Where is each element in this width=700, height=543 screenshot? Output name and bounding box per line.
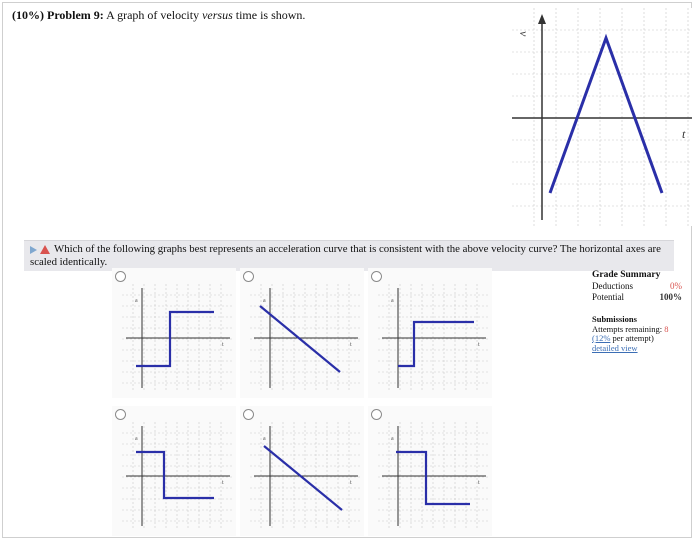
problem-text-before: A graph of velocity	[106, 8, 200, 22]
option-d-curve	[136, 452, 214, 498]
option-a-graph	[122, 284, 232, 392]
problem-text-italic: versus	[202, 8, 233, 22]
option-c-x-label: t	[478, 342, 480, 348]
per-attempt-pct: (12%	[592, 333, 611, 343]
submissions-panel	[592, 315, 692, 353]
grade-summary	[592, 270, 682, 303]
option-f-y-label: a	[391, 436, 394, 442]
option-a-y-label: a	[135, 298, 138, 304]
problem-header	[12, 8, 305, 23]
option-d[interactable]	[112, 406, 236, 536]
option-e-y-label: a	[263, 436, 266, 442]
option-f-radio[interactable]	[371, 409, 382, 420]
option-d-y-label: a	[135, 436, 138, 442]
option-d-x-label: t	[222, 480, 224, 486]
option-c-graph	[378, 284, 488, 392]
velocity-x-label: t	[682, 127, 686, 141]
question-box	[24, 240, 674, 271]
per-attempt-rest: per attempt)	[612, 333, 654, 343]
question-icons	[30, 243, 50, 256]
deductions-row	[592, 281, 682, 292]
grade-summary-title: Grade Summary	[592, 270, 661, 280]
option-c-curve	[398, 322, 474, 366]
problem-text-after: time is shown.	[235, 8, 306, 22]
option-b-x-label: t	[350, 342, 352, 348]
option-e-x-label: t	[350, 480, 352, 486]
option-d-graph	[122, 422, 232, 530]
attempts-label: Attempts remaining:	[592, 323, 663, 334]
expand-icon[interactable]	[30, 246, 37, 254]
option-b-curve	[260, 306, 340, 372]
option-e-radio[interactable]	[243, 409, 254, 420]
deductions-label: Deductions	[592, 281, 633, 291]
question-text: Which of the following graphs best represents an acceleration curve that is consistent with the above velocity curve? The horizontal axes are scaled identically.	[30, 243, 661, 268]
option-d-radio[interactable]	[115, 409, 126, 420]
option-e-curve	[264, 446, 342, 510]
option-f[interactable]	[368, 406, 492, 536]
warning-icon	[40, 245, 50, 254]
potential-label: Potential	[592, 292, 624, 302]
potential-row	[592, 292, 682, 303]
option-b-graph	[250, 284, 360, 392]
option-a[interactable]	[112, 268, 236, 398]
answer-options	[112, 268, 490, 538]
deductions-value: 0%	[670, 281, 682, 291]
option-c[interactable]	[368, 268, 492, 398]
option-a-x-label: t	[222, 342, 224, 348]
attempts-count: 8	[664, 323, 669, 334]
detailed-view-link[interactable]: detailed view	[592, 342, 638, 353]
submissions-title: Submissions	[592, 314, 637, 324]
option-e[interactable]	[240, 406, 364, 536]
option-b-y-label: a	[263, 298, 266, 304]
option-c-y-label: a	[391, 298, 394, 304]
option-a-radio[interactable]	[115, 271, 126, 282]
velocity-y-label: v	[517, 31, 531, 37]
potential-value: 100%	[659, 292, 682, 302]
problem-number: (10%) Problem 9:	[12, 8, 104, 22]
velocity-graph	[512, 8, 692, 226]
option-b[interactable]	[240, 268, 364, 398]
option-e-graph	[250, 422, 360, 530]
option-f-graph	[378, 422, 488, 530]
option-c-radio[interactable]	[371, 271, 382, 282]
option-f-x-label: t	[478, 480, 480, 486]
option-b-radio[interactable]	[243, 271, 254, 282]
